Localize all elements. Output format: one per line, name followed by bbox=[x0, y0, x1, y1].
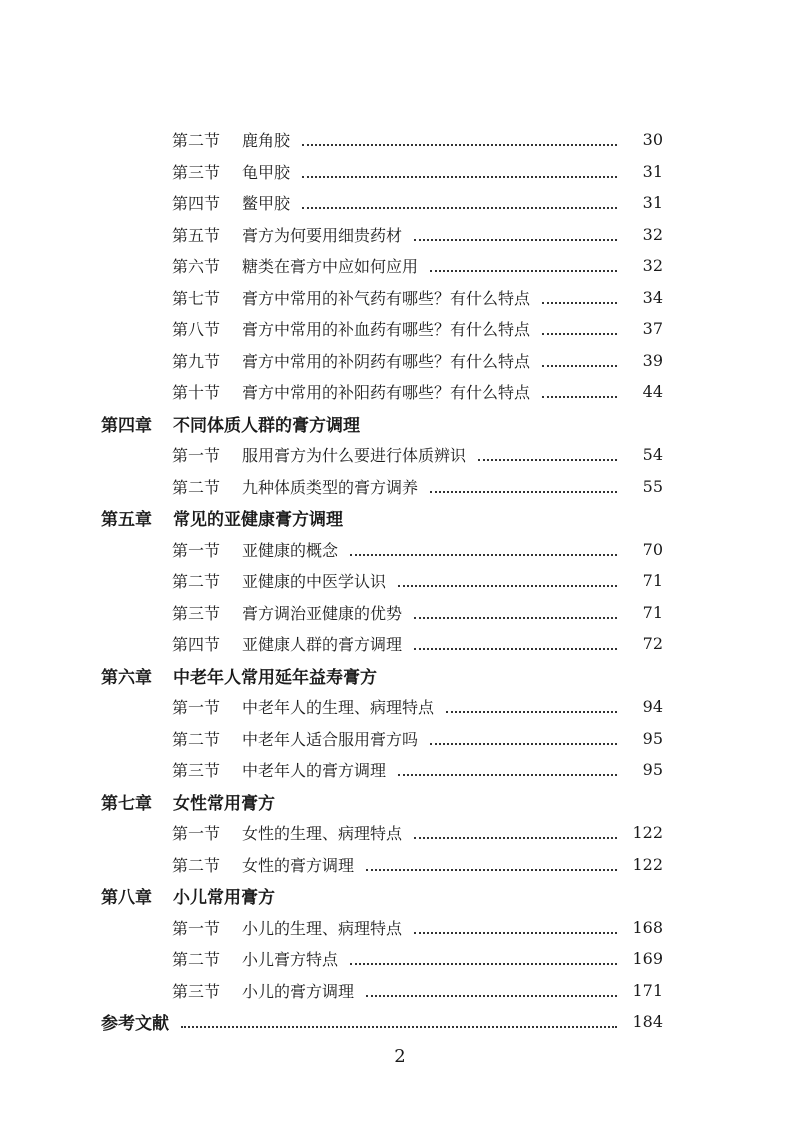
section-label: 第九节 bbox=[172, 351, 221, 371]
table-of-contents bbox=[0, 124, 800, 1038]
page-ref: 94 bbox=[642, 697, 663, 717]
dot-leader bbox=[366, 868, 617, 871]
section-title: 亚健康人群的膏方调理 bbox=[242, 635, 403, 655]
dot-leader bbox=[414, 616, 617, 619]
toc-chapter-row bbox=[0, 408, 800, 440]
toc-chapter-row bbox=[0, 786, 800, 818]
section-label: 第八节 bbox=[172, 320, 221, 340]
toc-section-row bbox=[0, 282, 800, 314]
toc-section-row bbox=[0, 912, 800, 944]
section-label: 第二节 bbox=[172, 572, 221, 592]
toc-chapter-row bbox=[0, 660, 800, 692]
page-ref: 31 bbox=[642, 193, 663, 213]
section-title: 糖类在膏方中应如何应用 bbox=[242, 257, 419, 277]
section-label: 第三节 bbox=[172, 603, 221, 623]
toc-section-row bbox=[0, 691, 800, 723]
section-label: 第一节 bbox=[172, 918, 221, 938]
toc-section-row bbox=[0, 313, 800, 345]
toc-chapter-row bbox=[0, 880, 800, 912]
toc-section-row bbox=[0, 565, 800, 597]
dot-leader bbox=[366, 994, 617, 997]
dot-leader bbox=[542, 395, 617, 398]
dot-leader bbox=[302, 175, 617, 178]
page-ref: 55 bbox=[642, 476, 663, 496]
section-title: 膏方为何要用细贵药材 bbox=[242, 225, 403, 245]
section-label: 第一节 bbox=[172, 824, 221, 844]
toc-section-row bbox=[0, 376, 800, 408]
toc-section-row bbox=[0, 345, 800, 377]
page-ref: 95 bbox=[642, 728, 663, 748]
section-label: 第一节 bbox=[172, 446, 221, 466]
page-ref: 71 bbox=[642, 571, 663, 591]
toc-section-row bbox=[0, 817, 800, 849]
toc-chapter-row bbox=[0, 502, 800, 534]
section-title: 女性的生理、病理特点 bbox=[242, 824, 403, 844]
page-ref: 54 bbox=[642, 445, 663, 465]
section-title: 小儿的膏方调理 bbox=[242, 981, 355, 1001]
dot-leader bbox=[350, 962, 617, 965]
section-label: 第二节 bbox=[172, 950, 221, 970]
section-label: 第四节 bbox=[172, 194, 221, 214]
toc-section-row bbox=[0, 849, 800, 881]
dot-leader bbox=[181, 1025, 617, 1028]
dot-leader bbox=[398, 584, 617, 587]
page-ref: 71 bbox=[642, 602, 663, 622]
section-label: 第三节 bbox=[172, 981, 221, 1001]
dot-leader bbox=[430, 269, 617, 272]
toc-section-row bbox=[0, 534, 800, 566]
chapter-label: 第七章 bbox=[101, 793, 152, 814]
section-title: 中老年人的生理、病理特点 bbox=[242, 698, 435, 718]
dot-leader bbox=[478, 458, 617, 461]
section-title: 中老年人的膏方调理 bbox=[242, 761, 387, 781]
chapter-label: 第四章 bbox=[101, 415, 152, 436]
section-title: 膏方中常用的补气药有哪些？有什么特点 bbox=[242, 288, 531, 308]
dot-leader bbox=[414, 238, 617, 241]
dot-leader bbox=[446, 710, 617, 713]
chapter-title: 小儿常用膏方 bbox=[173, 888, 275, 909]
section-label: 第二节 bbox=[172, 131, 221, 151]
page-ref: 34 bbox=[642, 287, 663, 307]
section-title: 服用膏方为什么要进行体质辨识 bbox=[242, 446, 467, 466]
dot-leader bbox=[542, 332, 617, 335]
section-title: 女性的膏方调理 bbox=[242, 855, 355, 875]
toc-section-row bbox=[0, 754, 800, 786]
page-ref: 30 bbox=[642, 130, 663, 150]
chapter-label: 第六章 bbox=[101, 667, 152, 688]
chapter-title: 常见的亚健康膏方调理 bbox=[173, 510, 343, 531]
section-title: 膏方中常用的补血药有哪些？有什么特点 bbox=[242, 320, 531, 340]
section-label: 第一节 bbox=[172, 540, 221, 560]
page-ref: 32 bbox=[642, 256, 663, 276]
dot-leader bbox=[542, 301, 617, 304]
chapter-title: 中老年人常用延年益寿膏方 bbox=[173, 667, 377, 688]
toc-section-row bbox=[0, 187, 800, 219]
section-label: 第二节 bbox=[172, 729, 221, 749]
chapter-title: 不同体质人群的膏方调理 bbox=[173, 415, 360, 436]
chapter-title: 女性常用膏方 bbox=[173, 793, 275, 814]
page-ref: 39 bbox=[642, 350, 663, 370]
page-ref: 122 bbox=[632, 854, 663, 874]
dot-leader bbox=[414, 931, 617, 934]
dot-leader bbox=[542, 364, 617, 367]
toc-section-row bbox=[0, 597, 800, 629]
page-ref: 168 bbox=[632, 917, 663, 937]
page-ref: 44 bbox=[642, 382, 663, 402]
section-title: 龟甲胶 bbox=[242, 162, 291, 182]
section-title: 鹿角胶 bbox=[242, 131, 291, 151]
section-title: 亚健康的概念 bbox=[242, 540, 339, 560]
section-title: 九种体质类型的膏方调养 bbox=[242, 477, 419, 497]
toc-section-row bbox=[0, 156, 800, 188]
section-label: 第十节 bbox=[172, 383, 221, 403]
page-ref: 70 bbox=[642, 539, 663, 559]
toc-section-row bbox=[0, 219, 800, 251]
dot-leader bbox=[398, 773, 617, 776]
page-ref: 31 bbox=[642, 161, 663, 181]
section-label: 第二节 bbox=[172, 855, 221, 875]
toc-section-row bbox=[0, 943, 800, 975]
toc-section-row bbox=[0, 471, 800, 503]
dot-leader bbox=[302, 206, 617, 209]
chapter-label: 第八章 bbox=[101, 888, 152, 909]
toc-section-row bbox=[0, 975, 800, 1007]
dot-leader bbox=[430, 742, 617, 745]
toc-section-row bbox=[0, 250, 800, 282]
dot-leader bbox=[414, 836, 617, 839]
toc-section-row bbox=[0, 723, 800, 755]
page-ref: 37 bbox=[642, 319, 663, 339]
page-ref: 169 bbox=[632, 949, 663, 969]
section-label: 第五节 bbox=[172, 225, 221, 245]
dot-leader bbox=[430, 490, 617, 493]
page-ref: 32 bbox=[642, 224, 663, 244]
page-ref: 184 bbox=[632, 1012, 663, 1032]
page-ref: 72 bbox=[642, 634, 663, 654]
toc-section-row bbox=[0, 124, 800, 156]
toc-section-row bbox=[0, 439, 800, 471]
dot-leader bbox=[302, 143, 617, 146]
section-label: 第三节 bbox=[172, 162, 221, 182]
dot-leader bbox=[350, 553, 617, 556]
section-title: 膏方调治亚健康的优势 bbox=[242, 603, 403, 623]
page-number: 2 bbox=[394, 1046, 406, 1067]
section-label: 第二节 bbox=[172, 477, 221, 497]
section-title: 膏方中常用的补阳药有哪些？有什么特点 bbox=[242, 383, 531, 403]
section-title: 中老年人适合服用膏方吗 bbox=[242, 729, 419, 749]
section-label: 第七节 bbox=[172, 288, 221, 308]
references-title: 参考文献 bbox=[101, 1014, 169, 1035]
section-title: 膏方中常用的补阴药有哪些？有什么特点 bbox=[242, 351, 531, 371]
section-label: 第四节 bbox=[172, 635, 221, 655]
dot-leader bbox=[414, 647, 617, 650]
section-title: 亚健康的中医学认识 bbox=[242, 572, 387, 592]
section-title: 小儿膏方特点 bbox=[242, 950, 339, 970]
toc-references-row bbox=[0, 1006, 800, 1038]
page-ref: 122 bbox=[632, 823, 663, 843]
page-ref: 171 bbox=[632, 980, 663, 1000]
section-label: 第六节 bbox=[172, 257, 221, 277]
chapter-label: 第五章 bbox=[101, 510, 152, 531]
section-label: 第三节 bbox=[172, 761, 221, 781]
toc-section-row bbox=[0, 628, 800, 660]
section-title: 鳖甲胶 bbox=[242, 194, 291, 214]
section-label: 第一节 bbox=[172, 698, 221, 718]
page-ref: 95 bbox=[642, 760, 663, 780]
section-title: 小儿的生理、病理特点 bbox=[242, 918, 403, 938]
